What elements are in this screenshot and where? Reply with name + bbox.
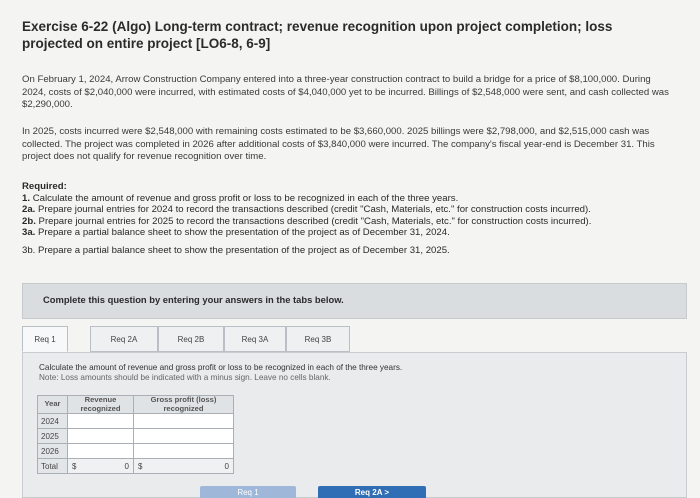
total-revenue-cell — [68, 459, 134, 474]
required-item-3b: 3b. Prepare a partial balance sheet to show the presentation of the project as of December 31, 2025. — [22, 244, 450, 256]
prev-tab-button[interactable]: Req 1 — [200, 486, 296, 498]
year-cell: 2025 — [38, 429, 68, 444]
instruction-text — [39, 363, 402, 383]
header-revenue: Revenue recognized — [68, 396, 134, 414]
year-cell: 2024 — [38, 414, 68, 429]
currency-symbol: $ — [72, 461, 77, 471]
header-gross-profit: Gross profit (loss) recognized — [134, 396, 234, 414]
instruction-main: Calculate the amount of revenue and gross profit or loss to be recognized in each of the three years. — [39, 363, 403, 372]
gross-profit-input-2026[interactable] — [134, 444, 234, 459]
revenue-table — [37, 395, 234, 474]
table-row — [38, 414, 234, 429]
table-row — [38, 429, 234, 444]
required-item-2a: 2a. Prepare journal entries for 2024 to record the transactions described (credit "Cash, Materials, etc." for construction costs incurred). — [22, 204, 591, 215]
total-revenue-value: 0 — [124, 461, 129, 471]
year-cell: 2026 — [38, 444, 68, 459]
gross-profit-input-2025[interactable] — [134, 429, 234, 444]
required-item-2b: 2b. Prepare journal entries for 2025 to record the transactions described (credit "Cash, Materials, etc." for construction costs incurred). — [22, 215, 592, 227]
gross-profit-input-2024[interactable] — [134, 414, 234, 429]
exercise-title: Exercise 6-22 (Algo) Long-term contract; revenue recognition upon project completion; loss projected on entire project [LO6-8, 6-9] — [22, 19, 613, 51]
revenue-input-2024[interactable] — [68, 414, 134, 429]
total-row — [38, 459, 234, 474]
tab-req-2a[interactable]: Req 2A — [90, 326, 158, 352]
tab-req-3a[interactable]: Req 3A — [224, 326, 286, 352]
required-item-3a: 3a. Prepare a partial balance sheet to show the presentation of the project as of December 31, 2024. — [22, 227, 450, 238]
total-gross-value: 0 — [224, 461, 229, 471]
revenue-input-2025[interactable] — [68, 429, 134, 444]
required-header: Required: — [22, 181, 67, 192]
paragraph-2024: On February 1, 2024, Arrow Construction Company entered into a three-year construction contract to build a bridge for a price of $8,100,000. During 2024, costs of $2,040,000 were incurred, with estimated costs of $4,040,000 yet to be incurred. Billings of $2,548,000 were sent, and cash collected was $2,290,000. — [22, 74, 669, 110]
tab-bar — [22, 326, 687, 352]
table-row — [38, 444, 234, 459]
instruction-note: Note: Loss amounts should be indicated with a minus sign. Leave no cells blank. — [39, 373, 331, 382]
header-year: Year — [38, 396, 68, 414]
paragraph-2025: In 2025, costs incurred were $2,548,000 with remaining costs estimated to be $3,660,000. 2025 billings were $2,798,000, and $2,515,000 cash was collected. The project was completed in 2026 after additional costs of $3,840,000 were incurred. The company's fiscal year-end is December 31. This project does not qualify for revenue recognition over time. — [22, 126, 655, 162]
required-section — [22, 181, 682, 256]
required-item-1: 1. Calculate the amount of revenue and gross profit or loss to be recognized in each of the three years. — [22, 192, 459, 204]
req-1-content — [22, 352, 687, 498]
total-label: Total — [38, 459, 68, 474]
currency-symbol: $ — [138, 461, 143, 471]
next-tab-button[interactable]: Req 2A > — [318, 486, 426, 498]
panel-text: Complete this question by entering your answers in the tabs below. — [43, 294, 344, 305]
total-gross-cell — [134, 459, 234, 474]
tab-req-2b[interactable]: Req 2B — [158, 326, 224, 352]
instruction-panel — [22, 283, 687, 319]
tab-req-3b[interactable]: Req 3B — [286, 326, 350, 352]
tab-req-1[interactable]: Req 1 — [22, 326, 68, 352]
revenue-input-2026[interactable] — [68, 444, 134, 459]
